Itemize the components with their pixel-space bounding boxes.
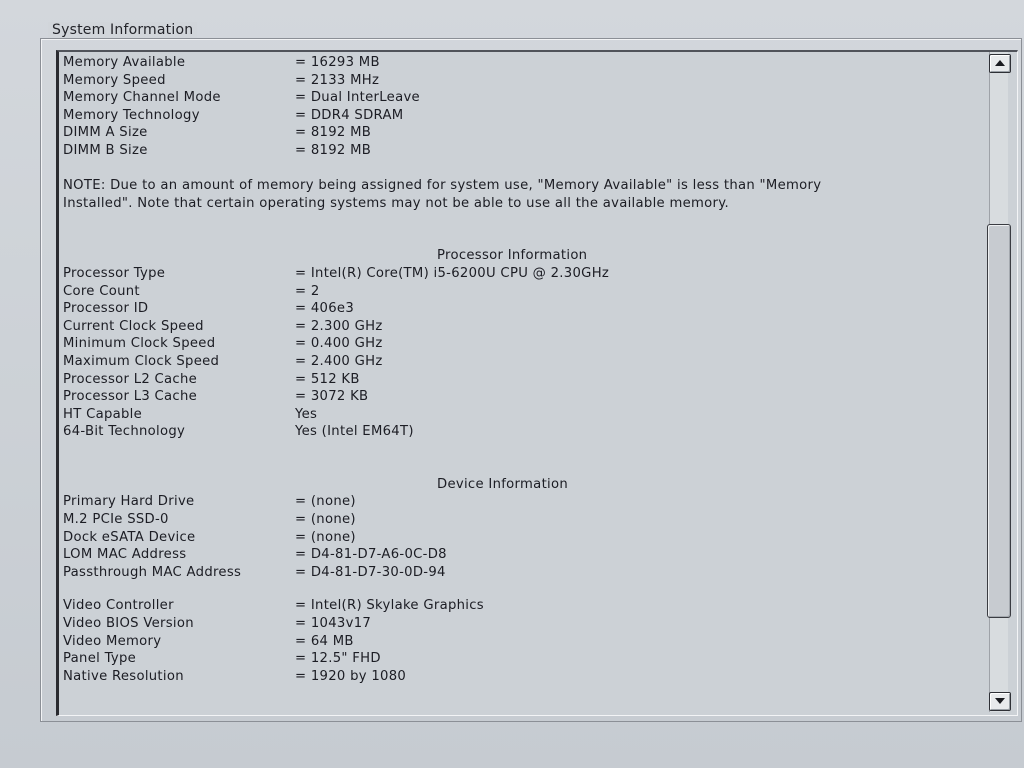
info-value: = (none) [295, 529, 356, 545]
info-value: = Dual InterLeave [295, 90, 420, 106]
processor-heading [63, 247, 983, 265]
info-label: HT Capable [63, 406, 143, 422]
arrow-up-icon [995, 60, 1005, 66]
info-row [63, 615, 983, 633]
info-value: = 16293 MB [295, 55, 380, 70]
info-content [63, 54, 983, 685]
info-label: 64-Bit Technology [63, 424, 186, 440]
info-row [63, 142, 983, 160]
info-value: Yes [295, 406, 318, 422]
info-row [63, 265, 983, 283]
info-value: = Intel(R) Core(TM) i5-6200U CPU @ 2.30GHz [295, 265, 610, 281]
info-row [63, 318, 983, 336]
info-label: Processor L3 Cache [63, 389, 198, 405]
info-row [63, 335, 983, 353]
info-row [63, 668, 983, 686]
info-row [63, 300, 983, 318]
info-value: = 8192 MB [295, 142, 372, 158]
section-title: System Information [48, 22, 197, 38]
info-label: Native Resolution [63, 668, 184, 684]
info-row [63, 529, 983, 547]
info-row [63, 423, 983, 441]
info-value: = D4-81-D7-A6-0C-D8 [295, 547, 447, 563]
info-value: = 8192 MB [295, 125, 372, 141]
info-label: Processor L2 Cache [63, 371, 198, 387]
info-row [63, 89, 983, 107]
memory-note: NOTE: Due to an amount of memory being assigned for system use, "Memory Available" is less than "Memory Installed". Note that certain operating systems may not be able to use all the available memory. [63, 178, 822, 211]
scroll-down-button[interactable] [989, 692, 1011, 711]
info-row [63, 388, 983, 406]
device-heading-text: Device Information [437, 476, 569, 492]
info-row [63, 353, 983, 371]
info-row [63, 564, 983, 582]
info-row [63, 107, 983, 125]
info-label: Dock eSATA Device [63, 529, 196, 545]
device-heading [63, 476, 983, 494]
info-value: = DDR4 SDRAM [295, 107, 404, 123]
info-row [63, 597, 983, 615]
info-value: = Intel(R) Skylake Graphics [295, 598, 484, 614]
info-value: = 1920 by 1080 [295, 668, 407, 684]
info-label: Memory Technology [63, 107, 200, 123]
info-value: = 512 KB [295, 371, 360, 387]
scroll-thumb[interactable] [987, 224, 1011, 618]
info-row [63, 633, 983, 651]
info-label: DIMM B Size [63, 142, 148, 158]
info-label: Passthrough MAC Address [63, 564, 242, 580]
info-label: Core Count [63, 283, 140, 299]
info-value: = 2.300 GHz [295, 318, 383, 334]
info-row [63, 72, 983, 90]
info-label: Panel Type [63, 651, 137, 667]
info-label: Current Clock Speed [63, 318, 204, 334]
info-row [63, 546, 983, 564]
info-row [63, 406, 983, 424]
info-value: = 12.5" FHD [295, 651, 381, 667]
info-row [63, 371, 983, 389]
info-row [63, 511, 983, 529]
info-value: = 3072 KB [295, 389, 369, 405]
info-label: Memory Available [63, 55, 186, 70]
info-row [63, 650, 983, 668]
info-value: = (none) [295, 512, 356, 528]
info-label: Processor ID [63, 301, 149, 317]
info-value: = (none) [295, 494, 356, 510]
info-value: = 64 MB [295, 633, 354, 649]
info-value: = 2 [295, 283, 320, 299]
info-value: Yes (Intel EM64T) [295, 424, 414, 440]
processor-list [63, 265, 983, 441]
info-row [63, 283, 983, 301]
info-label: M.2 PCIe SSD-0 [63, 512, 169, 528]
info-label: Minimum Clock Speed [63, 336, 216, 352]
info-label: Memory Channel Mode [63, 90, 221, 106]
info-panel[interactable] [56, 50, 1018, 716]
vertical-scrollbar[interactable] [982, 52, 1014, 712]
info-label: Processor Type [63, 265, 166, 281]
memory-list [63, 54, 983, 160]
info-value: = 2133 MHz [295, 72, 380, 88]
info-value: = D4-81-D7-30-0D-94 [295, 564, 446, 580]
info-row [63, 54, 983, 72]
info-label: LOM MAC Address [63, 547, 187, 563]
info-row [63, 493, 983, 511]
video-list [63, 597, 983, 685]
info-value: = 2.400 GHz [295, 353, 383, 369]
info-row [63, 124, 983, 142]
info-label: Primary Hard Drive [63, 494, 195, 510]
info-value: = 0.400 GHz [295, 336, 383, 352]
processor-heading-text: Processor Information [437, 248, 588, 264]
info-label: Video Controller [63, 598, 174, 614]
info-label: Video Memory [63, 633, 162, 649]
info-label: Video BIOS Version [63, 616, 194, 632]
info-label: Maximum Clock Speed [63, 353, 220, 369]
info-label: DIMM A Size [63, 125, 148, 141]
info-value: = 406e3 [295, 301, 355, 317]
scroll-up-button[interactable] [989, 54, 1011, 73]
device-list [63, 493, 983, 581]
arrow-down-icon [995, 698, 1005, 704]
info-label: Memory Speed [63, 72, 166, 88]
info-value: = 1043v17 [295, 616, 372, 632]
